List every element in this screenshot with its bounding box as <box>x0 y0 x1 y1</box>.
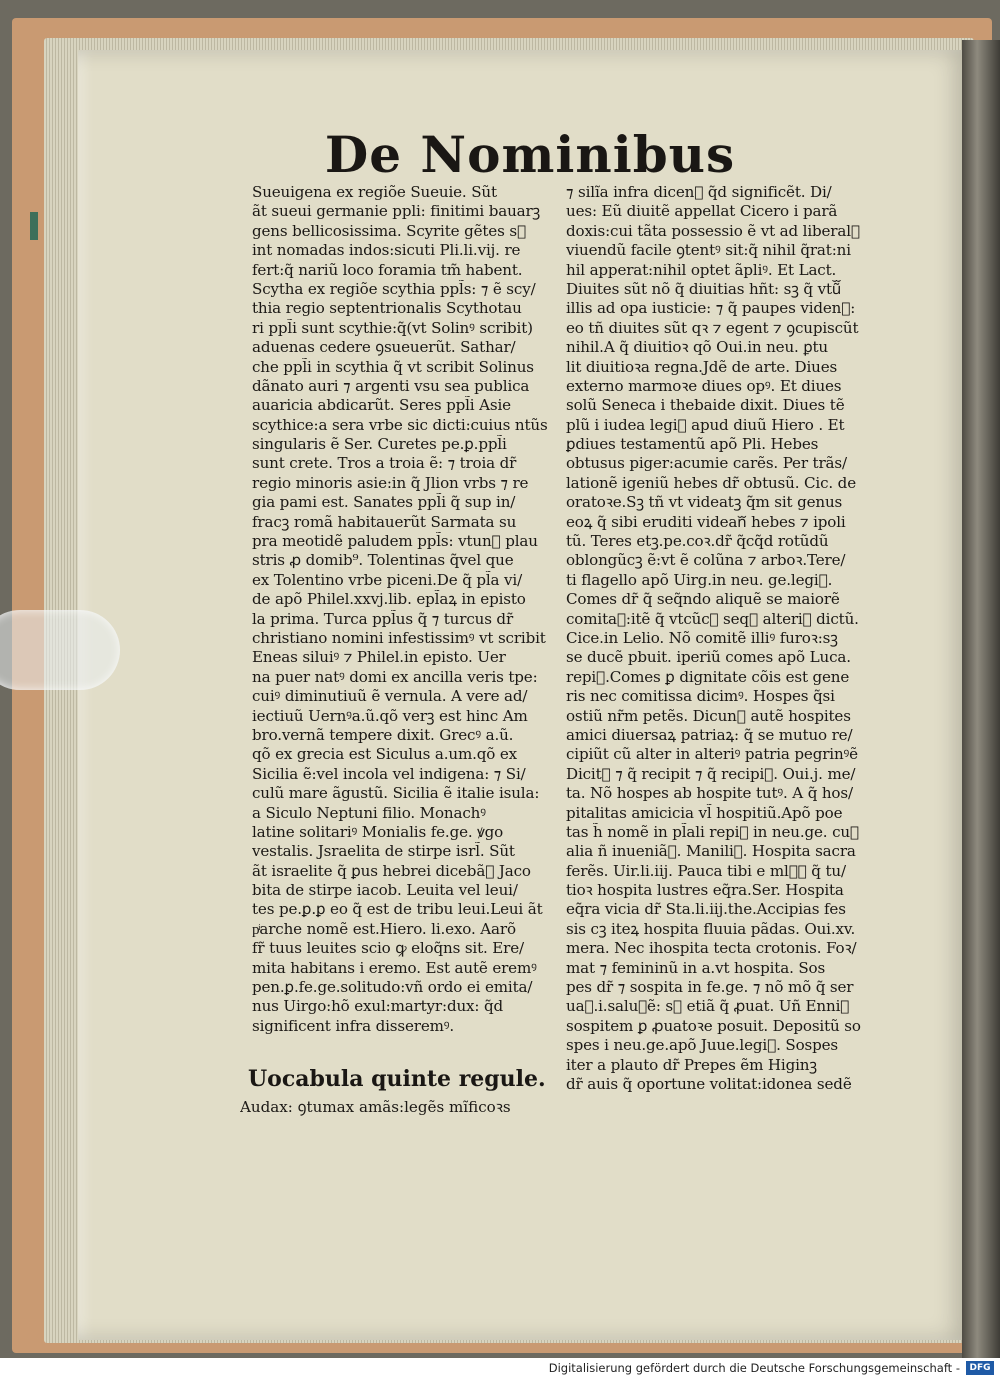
text-line: iectiuũ Uernꝰa.ũ.qõ verꝫ est hinc Am <box>252 706 528 725</box>
text-line: oblongũcꝫ ẽ:vt ẽ colũna ⁊ arboꝛ.Tere/ <box>566 551 846 570</box>
text-line: spes i neu.ge.apõ Juue.legiᷓ. Sospes <box>566 1036 839 1055</box>
text-line: cuiꝰ diminutiuũ ẽ vernula. A vere ad/ <box>252 687 528 706</box>
text-line: eo tñ diuites sũt qꝛ ⁊ egent ⁊ ꝯcupiscũt <box>566 318 859 337</box>
text-line: fert:q̃ nariũ loco foramia tm̃ habent. <box>252 260 523 279</box>
text-line: Scytha ex regiõe scythia ppl̃s: ⁊ ẽ scy/ <box>252 279 536 298</box>
text-line: vestalis. Jsraelita de stirpe isrl̃. Sũt <box>252 842 515 861</box>
page-title: De Nominibus <box>324 125 736 184</box>
text-line: stris ꝓ domib⁹. Tolentinas q̃vel que <box>252 551 514 570</box>
text-line: oratoꝛe.Sꝫ tñ vt videatꝫ q̃m sit genus <box>566 493 843 512</box>
text-line: mat ⁊ femininũ in a.vt hospita. Sos <box>566 958 826 977</box>
text-line: repiᷓ.Comes ꝑ dignitate cõis est gene <box>566 667 850 686</box>
text-line: thia regio septentrionalis Scythotau <box>252 299 522 318</box>
text-line: ꝑdiues testamentũ apõ Pli. Hebes <box>566 435 819 454</box>
text-line: ta. Nõ hospes ab hospite tutꝰ. A q̃ hos/ <box>566 784 853 803</box>
text-line: pitalitas amicicia vl̃ hospitiũ.Apõ poe <box>566 803 843 822</box>
text-line: Sueuigena ex regiõe Sueuie. Sũt <box>252 183 497 201</box>
text-line: obtusus piger:acumie carẽs. Per trãs/ <box>566 454 847 473</box>
text-line: dr̃ auis q̃ oportune volitat:idonea sedẽ <box>566 1074 852 1093</box>
text-line: comitaᷓ:itẽ q̃ vtcũcꝫ seqᷓ alteriꝰ dictũ. <box>566 609 859 628</box>
text-line: pen.ꝑ.fe.ge.solitudo:vñ ordo ei emita/ <box>252 978 533 997</box>
text-line: Eneas siluiꝰ ⁊ Philel.in episto. Uer <box>252 648 506 667</box>
text-line: int nomadas indos:sicuti Pli.li.vij. re <box>252 241 521 260</box>
text-line: doxis:cui tãta possessio ẽ vt ad liberalᷓ <box>566 221 860 240</box>
text-line: tũ. Teres etꝫ.pe.coꝛ.dr̃ q̃cq̃d rotũdũ <box>566 532 829 551</box>
text-line: plũ i iudea legiᷓ apud diuũ Hiero . Et <box>566 415 845 434</box>
text-line: pͥarche nomẽ est.Hiero. li.exo. Aarõ <box>252 919 516 938</box>
text-line: culũ mare ãgustũ. Sicilia ẽ italie isula: <box>252 784 540 803</box>
text-line: tioꝛ hospita lustres eq̃ra.Ser. Hospita <box>566 881 844 900</box>
text-line: viuendũ facile ꝯtentꝰ sit:q̃ nihil q̃rat:ni <box>566 241 851 260</box>
text-line: a Siculo Neptuni filio. Monachꝰ <box>252 803 486 822</box>
text-line: amici diuersaꝝ patriaꝝ: q̃ se mutuo re/ <box>566 725 853 744</box>
text-line: mita habitans i eremo. Est autẽ eremꝰ <box>252 958 537 977</box>
text-line: eoꝝ q̃ sibi eruditi videanᷓ hebes ⁊ ipoli <box>566 512 846 531</box>
text-line: hil apperat:nihil optet ãpliꝰ. Et Lact. <box>566 260 837 279</box>
text-line: iter a plauto dr̃ Prepes ẽm Higinꝫ <box>566 1055 817 1074</box>
text-line: Sicilia ẽ:vel incola vel indigena: ⁊ Si/ <box>252 764 526 783</box>
text-line: uaᷓ.i.saluꝰẽ: sꝫ etiã q̃ ꝓuat. Uñ Enniꝰ <box>566 997 850 1016</box>
text-line: ãt israelite q̃ ꝑus hebrei dicebãᷓ Jaco <box>252 861 531 880</box>
text-line: latine solitariꝰ Monialis fe.ge. ꝟgo <box>252 822 504 841</box>
text-line: alia ñ inueniãᷓ. Maniliꝰ. Hospita sacra <box>566 842 856 861</box>
text-line: eq̃ra vicia dr̃ Sta.li.iij.the.Accipias fes <box>566 900 846 919</box>
text-line: na puer natꝰ domi ex ancilla veris tpe: <box>252 667 538 686</box>
text-line: ãt sueui germanie ppli: finitimi bauarꝫ <box>252 202 541 221</box>
text-line: singularis ẽ Ser. Curetes pe.ꝑ.ppl̃i <box>252 435 507 454</box>
text-line: nihil.A q̃ diuitioꝛ qõ Oui.in neu. ꝑtu <box>566 338 828 357</box>
text-line: bro.vernã tempere dixit. Grecꝰ a.ũ. <box>252 725 514 744</box>
text-line: illis ad opa iusticie: ⁊ q̃ paupes videnᷓ: <box>566 299 856 318</box>
text-line: mera. Nec ihospita tecta crotonis. Foꝛ/ <box>566 939 857 958</box>
text-line: regio minoris asie:in q̃ Jlion vrbs ⁊ re <box>252 473 529 492</box>
text-line: pra meotidẽ paludem ppl̃s: vtunᷓ plau <box>252 532 538 551</box>
text-line: solũ Seneca i thebaide dixit. Diues tẽ <box>566 396 845 415</box>
text-line: qõ ex grecia est Siculus a.um.qõ ex <box>252 745 518 764</box>
text-line: Dicitᷓ ⁊ q̃ recipit ⁊ q̃ recipiᷓ. Oui.j. me/ <box>566 764 856 783</box>
text-line: ferẽs. Uir.li.iij. Pauca tibi e mlᷓꝫ q̃ tu/ <box>566 861 846 880</box>
bookmark-tab <box>30 212 38 240</box>
page-holder-clip <box>0 610 120 690</box>
text-line: gia pami est. Sanates ppl̃i q̃ sup in/ <box>252 493 516 512</box>
text-line: lit diuitioꝛa regna.Jdẽ de arte. Diues <box>566 357 838 376</box>
text-line: christiano nomini infestissimꝰ vt scribit <box>252 628 546 647</box>
text-line: de apõ Philel.xxvj.lib. epl̃aꝝ in episto <box>252 590 526 609</box>
text-line: tes pe.ꝑ.ꝑ eo q̃ est de tribu leui.Leui ãt <box>252 900 543 919</box>
text-line: ues: Eũ diuitẽ appellat Cicero i parã <box>566 202 838 221</box>
text-line: lationẽ igeniũ hebes dr̃ obtusũ. Cic. de <box>566 473 856 492</box>
section-heading: Uocabula quinte regule. <box>248 1066 546 1092</box>
text-line: ri ppl̃i sunt scythie:q̃(vt Solinꝰ scribit) <box>252 318 533 337</box>
text-line: gens bellicosissima. Scyrite gẽtes sᷓ <box>252 221 526 240</box>
text-line: fracꝫ romã habitauerũt Sarmata su <box>252 512 517 531</box>
text-line: sospitem ꝑ ꝓuatoꝛe posuit. Depositũ so <box>566 1016 861 1035</box>
text-line: ti flagello apõ Uirg.in neu. ge.legiᷓ. <box>566 570 833 589</box>
text-line: ex Tolentino vrbe piceni.De q̃ pl̃a vi/ <box>252 570 523 589</box>
text-line: Diuites sũt nõ q̃ diuitias hñt: sꝫ q̃ vtũᷓ <box>566 279 842 298</box>
text-line: dãnato auri ⁊ argenti vsu sea publica <box>252 376 530 395</box>
text-line: bita de stirpe iacob. Leuita vel leui/ <box>252 881 518 900</box>
text-line: ⁊ silĩa infra dicenᷓ q̃d significẽt. Di/ <box>566 183 832 201</box>
text-line: sunt crete. Tros a troia ẽ: ⁊ troia dr̃ <box>252 454 517 473</box>
text-line: tas h̃ nomẽ in pl̃ali repiᷓ in neu.ge. cuꝫ <box>566 822 859 841</box>
left-column-last-line: Audax: ꝯtumax amãs:legẽs mĩficoꝛs <box>240 1098 511 1116</box>
book-gutter <box>962 40 1000 1358</box>
text-line: auaricia abdicarũt. Seres ppl̃i Asie <box>252 396 511 415</box>
text-line: fr̃ tuus leuites scio ꝙ eloq̃ns sit. Ere/ <box>252 939 524 958</box>
text-line: nus Uirgo:hõ exul:martyr:dux: q̃d <box>252 997 503 1016</box>
footer-bar <box>0 1358 1000 1379</box>
dfg-logo[interactable]: DFG <box>966 1361 994 1375</box>
text-line: Comes dr̃ q̃ seq̃ndo aliquẽ se maiorẽ <box>566 590 840 609</box>
text-line: externo marmoꝛe diues opꝰ. Et diues <box>566 376 842 395</box>
text-line: significent infra disseremꝰ. <box>252 1016 455 1035</box>
funding-credit: Digitalisierung gefördert durch die Deutsche Forschungsgemeinschaft - <box>548 1361 960 1375</box>
text-line: sis cꝫ iteꝝ hospita fluuia pãdas. Oui.xv. <box>566 919 856 938</box>
text-line: scythice:a sera vrbe sic dicti:cuius ntũs <box>252 415 548 434</box>
text-line: Cice.in Lelio. Nõ comitẽ illiꝰ furoꝛ:sꝫ <box>566 628 838 647</box>
left-text-column <box>252 183 548 1036</box>
text-line: che ppl̃i in scythia q̃ vt scribit Solinus <box>252 357 534 376</box>
text-line: aduenas cedere ꝯsueuerũt. Sathar/ <box>252 338 516 357</box>
text-line: cipiũt cũ alter in alteriꝰ patria pegrinꝰẽ <box>566 745 858 764</box>
text-line: ris nec comitissa dicimꝰ. Hospes q̃si <box>566 687 835 706</box>
text-line: pes dr̃ ⁊ sospita in fe.ge. ⁊ nõ mõ q̃ ser <box>566 978 854 997</box>
text-line: la prima. Turca ppl̃us q̃ ⁊ turcus dr̃ <box>252 609 514 628</box>
text-line: ostiũ nr̃m petẽs. Dicunᷓ autẽ hospites <box>566 706 851 725</box>
text-line: se ducẽ pbuit. iperiũ comes apõ Luca. <box>566 648 851 667</box>
right-text-column <box>566 183 872 1094</box>
